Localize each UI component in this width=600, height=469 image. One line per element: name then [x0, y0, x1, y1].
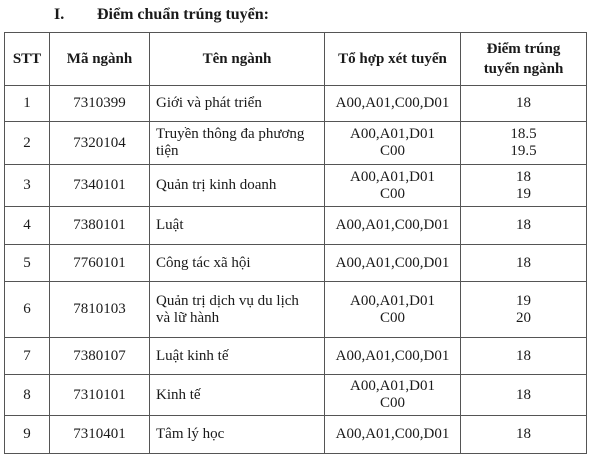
code-text: 7340101 — [73, 177, 126, 193]
name-text: Giới và phát triển — [156, 95, 262, 111]
cell-combos — [325, 165, 461, 207]
code-text: 7380107 — [73, 347, 126, 364]
combo-text: C00 — [379, 143, 405, 159]
admission-scores-table — [4, 32, 587, 454]
cell-name — [150, 375, 325, 416]
combo-text: A00,A01,C00,D01 — [335, 426, 450, 442]
cell-stt — [5, 165, 50, 207]
combo-text: A00,A01,D01 — [350, 126, 435, 142]
cell-score — [461, 375, 587, 416]
cell-score — [461, 282, 587, 338]
header-score — [461, 33, 587, 86]
cell-score — [461, 165, 587, 207]
name-text: Kinh tế — [156, 386, 201, 403]
cell-combos — [325, 338, 461, 375]
cell-code — [50, 416, 150, 454]
cell-code — [50, 338, 150, 375]
cell-score — [461, 122, 587, 165]
table-row — [5, 245, 587, 282]
cell-stt — [5, 245, 50, 282]
cell-name — [150, 165, 325, 207]
cell-stt — [5, 375, 50, 416]
code-text: 7310401 — [73, 426, 126, 442]
cell-score — [461, 86, 587, 122]
table-row — [5, 207, 587, 245]
name-text: Truyền thông đa phương tiện — [156, 126, 305, 159]
score-text: 18 — [516, 95, 531, 111]
score-text: 19.5 — [510, 143, 537, 159]
name-text: Quản trị dịch vụ du lịch và lữ hành — [156, 292, 299, 326]
cell-combos — [325, 416, 461, 454]
combo-text: A00,A01,D01 — [350, 378, 435, 394]
score-text: 18 — [516, 386, 531, 403]
combo-text: A00,A01,D01 — [350, 292, 435, 309]
combo-text: C00 — [379, 185, 405, 202]
table-row — [5, 416, 587, 454]
score-text: 18 — [516, 426, 531, 442]
combo-text: A00,A01,C00,D01 — [335, 95, 450, 111]
name-text: Công tác xã hội — [156, 254, 251, 271]
cell-name — [150, 207, 325, 245]
cell-name — [150, 122, 325, 165]
table-row — [5, 338, 587, 375]
cell-code — [50, 122, 150, 165]
cell-combos — [325, 245, 461, 282]
cell-combos — [325, 122, 461, 165]
score-text: 18 — [516, 347, 531, 364]
cell-score — [461, 338, 587, 375]
cell-stt — [5, 282, 50, 338]
cell-score — [461, 245, 587, 282]
code-text: 7380101 — [73, 217, 126, 233]
cell-stt — [5, 122, 50, 165]
code-text: 7810103 — [73, 301, 126, 317]
table-header-row — [5, 33, 587, 86]
cell-stt — [5, 86, 50, 122]
score-text: 19 — [516, 185, 531, 202]
table-row — [5, 375, 587, 416]
table-row — [5, 86, 587, 122]
section-title: Điểm chuẩn trúng tuyển: — [97, 6, 270, 23]
name-text: Luật — [156, 217, 184, 233]
cell-combos — [325, 207, 461, 245]
score-text: 18 — [516, 217, 531, 233]
cell-combos — [325, 375, 461, 416]
cell-code — [50, 165, 150, 207]
header-name: Tên ngành — [150, 33, 325, 86]
code-text: 7760101 — [73, 254, 126, 271]
combo-text: A00,A01,C00,D01 — [335, 254, 450, 271]
name-text: Quản trị kinh doanh — [156, 177, 277, 193]
header-code: Mã ngành — [50, 33, 150, 86]
stt-text: 7 — [23, 347, 31, 364]
cell-score — [461, 207, 587, 245]
cell-code — [50, 375, 150, 416]
cell-code — [50, 282, 150, 338]
code-text: 7310399 — [73, 95, 126, 111]
cell-stt — [5, 207, 50, 245]
score-text: 18 — [516, 254, 531, 271]
combo-text: A00,A01,C00,D01 — [335, 217, 450, 233]
stt-text: 5 — [23, 254, 31, 271]
combo-text: A00,A01,D01 — [350, 168, 435, 185]
cell-name — [150, 245, 325, 282]
cell-combos — [325, 282, 461, 338]
stt-text: 6 — [23, 301, 31, 317]
table-row — [5, 165, 587, 207]
cell-code — [50, 86, 150, 122]
cell-name — [150, 416, 325, 454]
header-stt: STT — [5, 33, 50, 86]
combo-text: A00,A01,C00,D01 — [335, 347, 450, 364]
header-combos: Tổ hợp xét tuyển — [325, 33, 461, 86]
cell-name — [150, 338, 325, 375]
table-row — [5, 282, 587, 338]
header-score-text: Điểm trúng tuyển ngành — [483, 41, 564, 77]
stt-text: 3 — [23, 177, 31, 193]
combo-text: C00 — [379, 395, 405, 411]
table-row — [5, 122, 587, 165]
stt-text: 2 — [23, 134, 31, 151]
score-text: 19 — [516, 292, 531, 309]
cell-combos — [325, 86, 461, 122]
cell-code — [50, 245, 150, 282]
cell-stt — [5, 416, 50, 454]
score-text: 18.5 — [510, 126, 537, 142]
name-text: Tâm lý học — [156, 426, 225, 442]
name-text: Luật kinh tế — [156, 347, 229, 364]
cell-score — [461, 416, 587, 454]
code-text: 7310101 — [73, 386, 126, 403]
stt-text: 1 — [23, 95, 31, 111]
stt-text: 9 — [23, 426, 31, 442]
section-heading — [54, 6, 269, 24]
stt-text: 8 — [23, 386, 31, 403]
combo-text: C00 — [379, 309, 405, 326]
score-text: 20 — [516, 309, 531, 326]
code-text: 7320104 — [73, 134, 126, 151]
score-text: 18 — [516, 168, 531, 185]
section-number: I. — [54, 6, 65, 23]
cell-stt — [5, 338, 50, 375]
cell-code — [50, 207, 150, 245]
cell-name — [150, 86, 325, 122]
stt-text: 4 — [23, 217, 31, 233]
cell-name — [150, 282, 325, 338]
